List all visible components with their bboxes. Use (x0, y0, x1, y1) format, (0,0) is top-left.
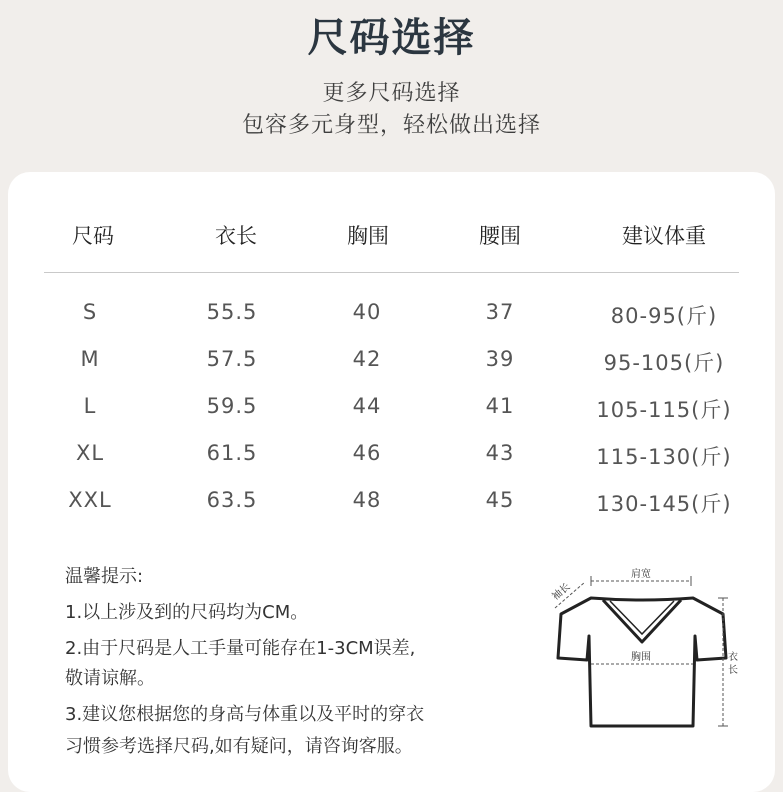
shoulder-width-label: 肩宽 (631, 569, 651, 580)
cell-length: 59.5 (206, 394, 258, 418)
cell-size: XXL (68, 488, 112, 512)
cell-weight: 95-105(斤) (603, 351, 725, 375)
cell-waist: 43 (485, 441, 515, 465)
length-label-top: 衣 (728, 652, 738, 663)
cell-chest: 46 (352, 441, 382, 465)
cell-length: 55.5 (206, 300, 258, 324)
tips-heading: 温馨提示: (65, 566, 144, 587)
cell-waist: 45 (485, 488, 515, 512)
tip-line: 2.由于尺码是人工手量可能存在1-3CM误差, (65, 638, 416, 659)
cell-length: 61.5 (206, 441, 258, 465)
cell-weight: 115-130(斤) (596, 445, 732, 469)
sleeve-length-label: 袖长 (550, 581, 573, 603)
column-header-chest: 胸围 (347, 224, 389, 248)
page-title: 尺码选择 (307, 15, 476, 61)
tip-line: 3.建议您根据您的身高与体重以及平时的穿衣 (65, 704, 425, 725)
tshirt-measurement-diagram (533, 564, 753, 754)
cell-weight: 105-115(斤) (596, 398, 732, 422)
cell-size: XL (75, 441, 105, 465)
subtitle-line-2: 包容多元身型，轻松做出选择 (241, 113, 541, 138)
cell-length: 63.5 (206, 488, 258, 512)
tip-line: 1.以上涉及到的尺码均为CM。 (65, 602, 309, 623)
column-header-weight: 建议体重 (622, 224, 706, 248)
header-divider (44, 272, 739, 273)
cell-waist: 37 (485, 300, 515, 324)
size-card (8, 172, 775, 792)
cell-size: S (82, 300, 98, 324)
tip-line: 敬请谅解。 (65, 668, 155, 689)
cell-waist: 39 (485, 347, 515, 371)
cell-weight: 80-95(斤) (610, 304, 718, 328)
column-header-size: 尺码 (72, 224, 114, 248)
cell-size: L (83, 394, 97, 418)
tip-line: 习惯参考选择尺码,如有疑问，请咨询客服。 (65, 736, 413, 757)
subtitle-line-1: 更多尺码选择 (322, 81, 461, 106)
length-label-bottom: 长 (728, 665, 738, 676)
cell-weight: 130-145(斤) (596, 492, 732, 516)
cell-length: 57.5 (206, 347, 258, 371)
cell-size: M (80, 347, 100, 371)
cell-waist: 41 (485, 394, 515, 418)
cell-chest: 48 (352, 488, 382, 512)
chest-label: 胸围 (631, 652, 651, 663)
cell-chest: 40 (352, 300, 382, 324)
column-header-waist: 腰围 (479, 224, 521, 248)
cell-chest: 44 (352, 394, 382, 418)
cell-chest: 42 (352, 347, 382, 371)
column-header-length: 衣长 (215, 224, 257, 248)
